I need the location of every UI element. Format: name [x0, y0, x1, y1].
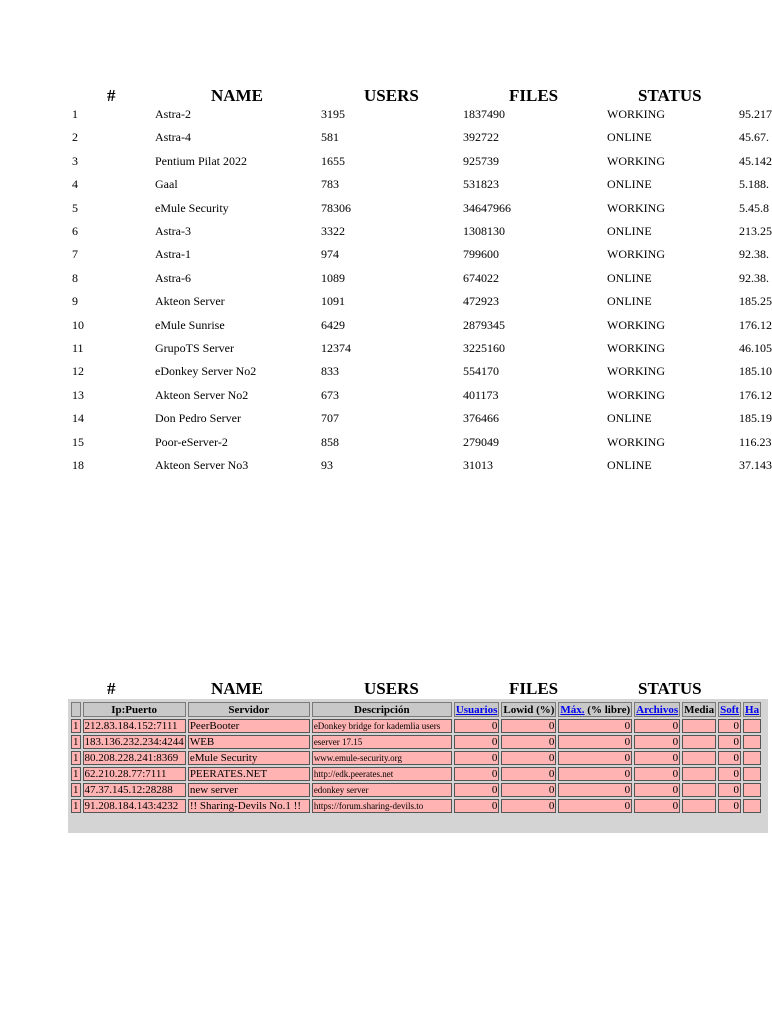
server-status: WORKING	[607, 247, 665, 262]
server-row	[0, 271, 768, 289]
row-ha	[743, 751, 761, 765]
server-files: 1837490	[463, 107, 505, 121]
col-descripcion: Descripción	[312, 702, 452, 717]
row-media	[682, 719, 716, 733]
server-users: 974	[321, 247, 339, 262]
row-soft: 0	[718, 783, 741, 797]
server-users: 833	[321, 364, 339, 379]
server-users: 78306	[321, 200, 351, 215]
row-servidor: WEB	[188, 735, 310, 749]
header-users-2: USERS	[364, 679, 419, 698]
server-status: ONLINE	[607, 294, 652, 309]
server-number: 3	[72, 153, 78, 168]
server-number: 8	[72, 270, 78, 285]
row-media	[682, 767, 716, 781]
server-table-row[interactable]	[71, 719, 761, 733]
row-media	[682, 735, 716, 749]
row-lowid: 0	[501, 767, 556, 781]
server-table-row[interactable]	[71, 751, 761, 765]
max-sort-link[interactable]: Máx.	[560, 703, 585, 716]
server-number: 13	[72, 387, 84, 402]
server-files: 401173	[463, 387, 499, 402]
row-lowid: 0	[501, 735, 556, 749]
row-ip: 62.210.28.77:7111	[83, 767, 186, 781]
server-number: 14	[72, 411, 84, 426]
server-status: ONLINE	[607, 411, 652, 426]
row-archivos: 0	[634, 719, 680, 733]
server-number: 15	[72, 434, 84, 449]
row-servidor: !! Sharing-Devils No.1 !!	[188, 799, 310, 813]
server-users: 6429	[321, 317, 345, 332]
archivos-sort-link[interactable]: Archivos	[636, 703, 679, 716]
row-usuarios: 0	[454, 751, 500, 765]
row-servidor: new server	[188, 783, 310, 797]
server-number: 10	[72, 317, 84, 332]
server-status: WORKING	[607, 200, 665, 215]
server-ip: 45.142	[739, 153, 772, 168]
row-index: 1	[73, 800, 79, 812]
server-row	[0, 130, 768, 148]
server-users: 1091	[321, 294, 345, 309]
server-ip: 213.25	[739, 224, 772, 238]
header-name-2: NAME	[211, 679, 263, 698]
row-servidor: PeerBooter	[188, 719, 310, 733]
server-status: ONLINE	[607, 224, 652, 238]
server-number: 9	[72, 294, 78, 309]
usuarios-sort-link[interactable]: Usuarios	[455, 703, 498, 716]
header-status: STATUS	[638, 86, 702, 105]
server-row	[0, 247, 768, 265]
row-descripcion: edonkey server	[312, 783, 452, 797]
row-usuarios: 0	[454, 783, 500, 797]
server-files: 392722	[463, 130, 499, 145]
server-table-row[interactable]	[71, 799, 761, 813]
col-index	[71, 702, 81, 717]
row-descripcion: eDonkey bridge for kademlia users	[312, 719, 452, 733]
server-row	[0, 458, 772, 476]
row-usuarios: 0	[454, 719, 500, 733]
server-users: 783	[321, 177, 339, 192]
row-ha	[743, 783, 761, 797]
header-number-2: #	[107, 679, 116, 698]
footer-cell	[71, 815, 761, 831]
col-ha[interactable]	[743, 702, 761, 717]
col-ip-puerto: Ip:Puerto	[83, 702, 186, 717]
server-status: WORKING	[607, 364, 665, 379]
row-max: 0	[558, 735, 632, 749]
server-number: 12	[72, 364, 84, 379]
row-media	[682, 751, 716, 765]
col-servidor: Servidor	[188, 702, 310, 717]
row-ip: 80.208.228.241:8369	[83, 751, 186, 765]
row-archivos: 0	[634, 783, 680, 797]
server-row	[0, 364, 772, 382]
server-table-header	[71, 702, 761, 717]
server-number: 4	[72, 177, 78, 192]
server-files: 472923	[463, 294, 499, 309]
server-files: 31013	[463, 458, 493, 472]
server-status: WORKING	[607, 153, 665, 168]
server-status: ONLINE	[607, 177, 652, 192]
header-files-2: FILES	[509, 679, 559, 698]
server-row	[0, 153, 772, 172]
server-name: Astra-4	[155, 130, 191, 145]
server-status: ONLINE	[607, 130, 652, 145]
col-soft[interactable]	[718, 702, 741, 717]
server-row	[0, 294, 772, 312]
server-files: 1308130	[463, 224, 505, 238]
server-name: Akteon Server No2	[155, 387, 249, 402]
server-table-row[interactable]	[71, 735, 761, 749]
server-row	[0, 341, 772, 359]
server-users: 707	[321, 411, 339, 426]
row-ip: 212.83.184.152:7111	[83, 719, 186, 733]
server-name: Astra-2	[155, 107, 191, 121]
server-name: Akteon Server No3	[155, 458, 249, 472]
col-libre-label: (% libre)	[587, 703, 631, 716]
row-descripcion: http://edk.peerates.net	[312, 767, 452, 781]
row-ip: 91.208.184.143:4232	[83, 799, 186, 813]
server-number: 7	[72, 247, 78, 262]
table-footer-bar	[71, 815, 761, 831]
row-descripcion: https://forum.sharing-devils.to	[312, 799, 452, 813]
server-row	[0, 387, 772, 406]
header-status-2: STATUS	[638, 679, 702, 698]
col-archivos[interactable]	[634, 702, 680, 717]
server-files: 376466	[463, 411, 499, 426]
server-files: 3225160	[463, 341, 505, 355]
server-ip: 185.10	[739, 364, 772, 379]
server-row	[0, 317, 772, 336]
server-ip: 5.45.8	[739, 200, 769, 215]
server-files: 925739	[463, 153, 499, 168]
server-ip: 46.105	[739, 341, 772, 355]
server-users: 93	[321, 458, 333, 472]
ha-sort-link[interactable]: Ha	[745, 703, 760, 716]
server-ip: 185.25	[739, 294, 772, 309]
server-number: 6	[72, 224, 78, 238]
row-archivos: 0	[634, 799, 680, 813]
server-users: 1089	[321, 270, 345, 285]
server-users: 12374	[321, 341, 351, 355]
server-number: 5	[72, 200, 78, 215]
row-max: 0	[558, 751, 632, 765]
server-ip: 185.19	[739, 411, 772, 426]
row-servidor: PEERATES.NET	[188, 767, 310, 781]
row-lowid: 0	[501, 751, 556, 765]
row-lowid: 0	[501, 719, 556, 733]
row-max: 0	[558, 767, 632, 781]
row-ha	[743, 735, 761, 749]
server-users: 581	[321, 130, 339, 145]
server-files: 554170	[463, 364, 499, 379]
server-name: eDonkey Server No2	[155, 364, 257, 379]
server-ip: 45.67.	[739, 130, 769, 145]
server-row	[0, 434, 772, 453]
row-lowid: 0	[501, 799, 556, 813]
server-name: eMule Sunrise	[155, 317, 225, 332]
server-name: eMule Security	[155, 200, 229, 215]
server-row	[0, 107, 772, 125]
server-table-panel	[68, 699, 768, 833]
server-ip: 176.12	[739, 387, 772, 402]
row-index: 1	[73, 768, 79, 780]
server-row	[0, 201, 768, 219]
row-usuarios: 0	[454, 799, 500, 813]
server-users: 673	[321, 387, 339, 402]
row-archivos: 0	[634, 751, 680, 765]
col-max	[558, 702, 632, 717]
server-name: GrupoTS Server	[155, 341, 234, 355]
server-status: WORKING	[607, 434, 665, 449]
row-index: 1	[73, 784, 79, 796]
server-status: WORKING	[607, 341, 665, 355]
server-number: 2	[72, 130, 78, 145]
row-ip: 183.136.232.234:4244	[84, 736, 184, 748]
server-files: 34647966	[463, 200, 511, 215]
header-number: #	[107, 86, 116, 105]
server-number: 1	[72, 107, 78, 121]
server-number: 11	[72, 341, 84, 355]
row-ha	[743, 767, 761, 781]
server-name: Gaal	[155, 177, 178, 192]
row-usuarios: 0	[454, 767, 500, 781]
header-files: FILES	[509, 86, 559, 105]
server-ip: 92.38.	[739, 270, 769, 285]
server-ip: 5.188.	[739, 177, 769, 192]
server-table-row[interactable]	[71, 783, 761, 797]
server-name: Astra-6	[155, 270, 191, 285]
server-ip: 95.217	[739, 107, 772, 121]
server-name: Pentium Pilat 2022	[155, 153, 248, 168]
server-files: 674022	[463, 270, 499, 285]
row-max: 0	[558, 799, 632, 813]
col-media: Media	[684, 703, 715, 716]
row-ip: 47.37.145.12:28288	[83, 783, 186, 797]
server-files: 799600	[463, 247, 499, 262]
server-ip: 176.12	[739, 317, 772, 332]
row-descripcion: eserver 17.15	[312, 735, 452, 749]
server-list	[0, 107, 772, 477]
header-users: USERS	[364, 86, 419, 105]
row-lowid: 0	[501, 783, 556, 797]
server-number: 18	[72, 458, 84, 472]
row-media	[682, 799, 716, 813]
server-row	[0, 177, 768, 195]
row-servidor: eMule Security	[188, 751, 310, 765]
row-max: 0	[558, 783, 632, 797]
row-soft: 0	[718, 719, 741, 733]
row-soft: 0	[718, 767, 741, 781]
row-descripcion: www.emule-security.org	[312, 751, 452, 765]
server-files: 531823	[463, 177, 499, 192]
server-status: ONLINE	[607, 458, 652, 472]
server-ip: 92.38.	[739, 247, 769, 262]
server-table-row[interactable]	[71, 767, 761, 781]
row-ha	[743, 799, 761, 813]
col-lowid: Lowid (%)	[503, 703, 555, 716]
row-ha	[743, 719, 761, 733]
row-usuarios: 0	[454, 735, 500, 749]
server-users: 3322	[321, 224, 345, 238]
server-name: Akteon Server	[155, 294, 225, 309]
server-name: Poor-eServer-2	[155, 434, 228, 449]
server-files: 279049	[463, 434, 499, 449]
row-soft: 0	[718, 735, 741, 749]
row-index: 1	[73, 720, 79, 732]
server-row	[0, 411, 772, 429]
server-name: Astra-1	[155, 247, 191, 262]
server-users: 858	[321, 434, 339, 449]
server-name: Don Pedro Server	[155, 411, 241, 426]
row-media	[682, 783, 716, 797]
row-index: 1	[73, 752, 79, 764]
server-row	[0, 224, 772, 242]
soft-sort-link[interactable]: Soft	[720, 703, 740, 716]
server-users: 3195	[321, 107, 345, 121]
server-name: Astra-3	[155, 224, 191, 238]
server-table-body	[71, 719, 761, 831]
server-status: WORKING	[607, 387, 665, 402]
server-table	[69, 700, 763, 833]
server-status: ONLINE	[607, 270, 652, 285]
server-status: WORKING	[607, 317, 665, 332]
row-archivos: 0	[634, 735, 680, 749]
server-users: 1655	[321, 153, 345, 168]
server-ip: 116.23	[739, 434, 772, 449]
server-status: WORKING	[607, 107, 665, 121]
col-usuarios[interactable]	[454, 702, 500, 717]
row-index: 1	[73, 736, 79, 748]
row-soft: 0	[718, 799, 741, 813]
server-files: 2879345	[463, 317, 505, 332]
server-ip: 37.143	[739, 458, 772, 472]
row-max: 0	[558, 719, 632, 733]
header-name: NAME	[211, 86, 263, 105]
row-soft: 0	[718, 751, 741, 765]
row-archivos: 0	[634, 767, 680, 781]
